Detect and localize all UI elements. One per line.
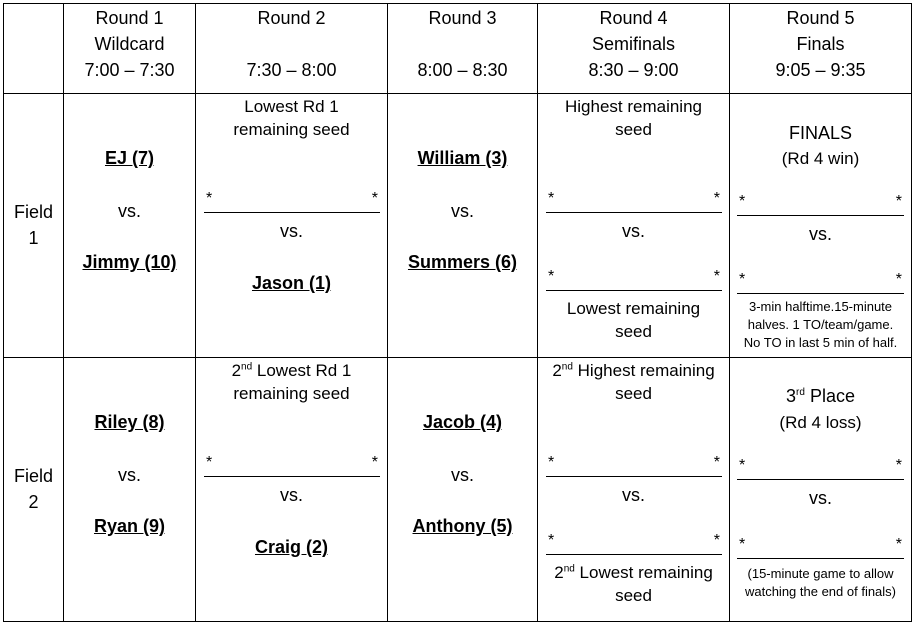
team-name: Jason (1) [251,273,332,293]
third-place-title: 3rd Place [786,386,855,406]
star-marker: * [548,454,555,471]
table-border-top [3,3,912,4]
star-marker: * [895,536,902,553]
star-marker: * [739,457,746,474]
star-marker: * [206,190,213,207]
team-name: Summers (6) [407,252,518,272]
seed-placeholder-label: 2nd Lowest Rd 1 remaining seed [231,361,352,403]
round-5-header: Round 5 Finals 9:05 – 9:35 [775,8,866,80]
table-border-right [911,3,912,622]
seed-entry-line [546,455,722,477]
seed-entry-line [204,455,380,477]
star-marker: * [548,190,555,207]
table-border-bottom [3,621,912,622]
round-1-header: Round 1 Wildcard 7:00 – 7:30 [84,8,175,80]
seed-entry-line [204,191,380,213]
team-name: Craig (2) [254,537,328,557]
round-2-header: Round 2 7:30 – 8:00 [246,8,337,80]
third-place-note: (15-minute game to allow watching the end of finals) [744,566,897,599]
field-2-label: Field 2 [13,466,53,512]
finals-title: FINALS [788,123,853,143]
star-marker: * [548,268,555,285]
star-marker: * [371,190,378,207]
seed-entry-line [737,537,904,559]
vs-label: vs. [621,485,645,505]
seed-entry-line [737,194,904,216]
star-marker: * [739,271,746,288]
vs-label: vs. [117,201,141,221]
field-1-label: Field 1 [13,202,53,248]
team-name: Riley (8) [94,412,165,432]
vs-label: vs. [621,221,645,241]
team-name: William (3) [417,148,508,168]
team-name: Jacob (4) [422,412,503,432]
team-name: Anthony (5) [412,516,513,536]
vs-label: vs. [450,465,474,485]
star-marker: * [713,268,720,285]
seed-placeholder-label: 2nd Lowest remaining seed [554,563,713,605]
team-name: EJ (7) [104,148,155,168]
round-3-header: Round 3 8:00 – 8:30 [417,8,508,80]
field-divider [3,357,912,358]
seed-placeholder-label: Lowest remaining seed [566,299,701,341]
seed-entry-line [546,533,722,555]
star-marker: * [895,193,902,210]
star-marker: * [713,454,720,471]
vs-label: vs. [450,201,474,221]
star-marker: * [206,454,213,471]
seed-entry-line [546,269,722,291]
vs-label: vs. [808,224,832,244]
star-marker: * [713,532,720,549]
header-divider [3,93,912,94]
star-marker: * [895,271,902,288]
star-marker: * [713,190,720,207]
star-marker: * [739,193,746,210]
vs-label: vs. [279,485,303,505]
finals-subtitle: (Rd 4 win) [781,149,860,168]
star-marker: * [548,532,555,549]
table-border-left [3,3,4,622]
round-4-header: Round 4 Semifinals 8:30 – 9:00 [588,8,679,80]
seed-entry-line [737,458,904,480]
seed-placeholder-label: Lowest Rd 1 remaining seed [233,97,350,139]
vs-label: vs. [808,488,832,508]
team-name: Jimmy (10) [82,252,177,272]
star-marker: * [895,457,902,474]
team-name: Ryan (9) [93,516,165,536]
seed-entry-line [737,272,904,294]
star-marker: * [739,536,746,553]
seed-entry-line [546,191,722,213]
third-place-subtitle: (Rd 4 loss) [779,413,862,432]
star-marker: * [371,454,378,471]
seed-placeholder-label: 2nd Highest remaining seed [552,361,715,403]
vs-label: vs. [117,465,141,485]
vs-label: vs. [279,221,303,241]
seed-placeholder-label: Highest remaining seed [564,97,702,139]
rules-note: 3-min halftime.15-minute halves. 1 TO/team/game. No TO in last 5 min of half. [743,299,898,350]
